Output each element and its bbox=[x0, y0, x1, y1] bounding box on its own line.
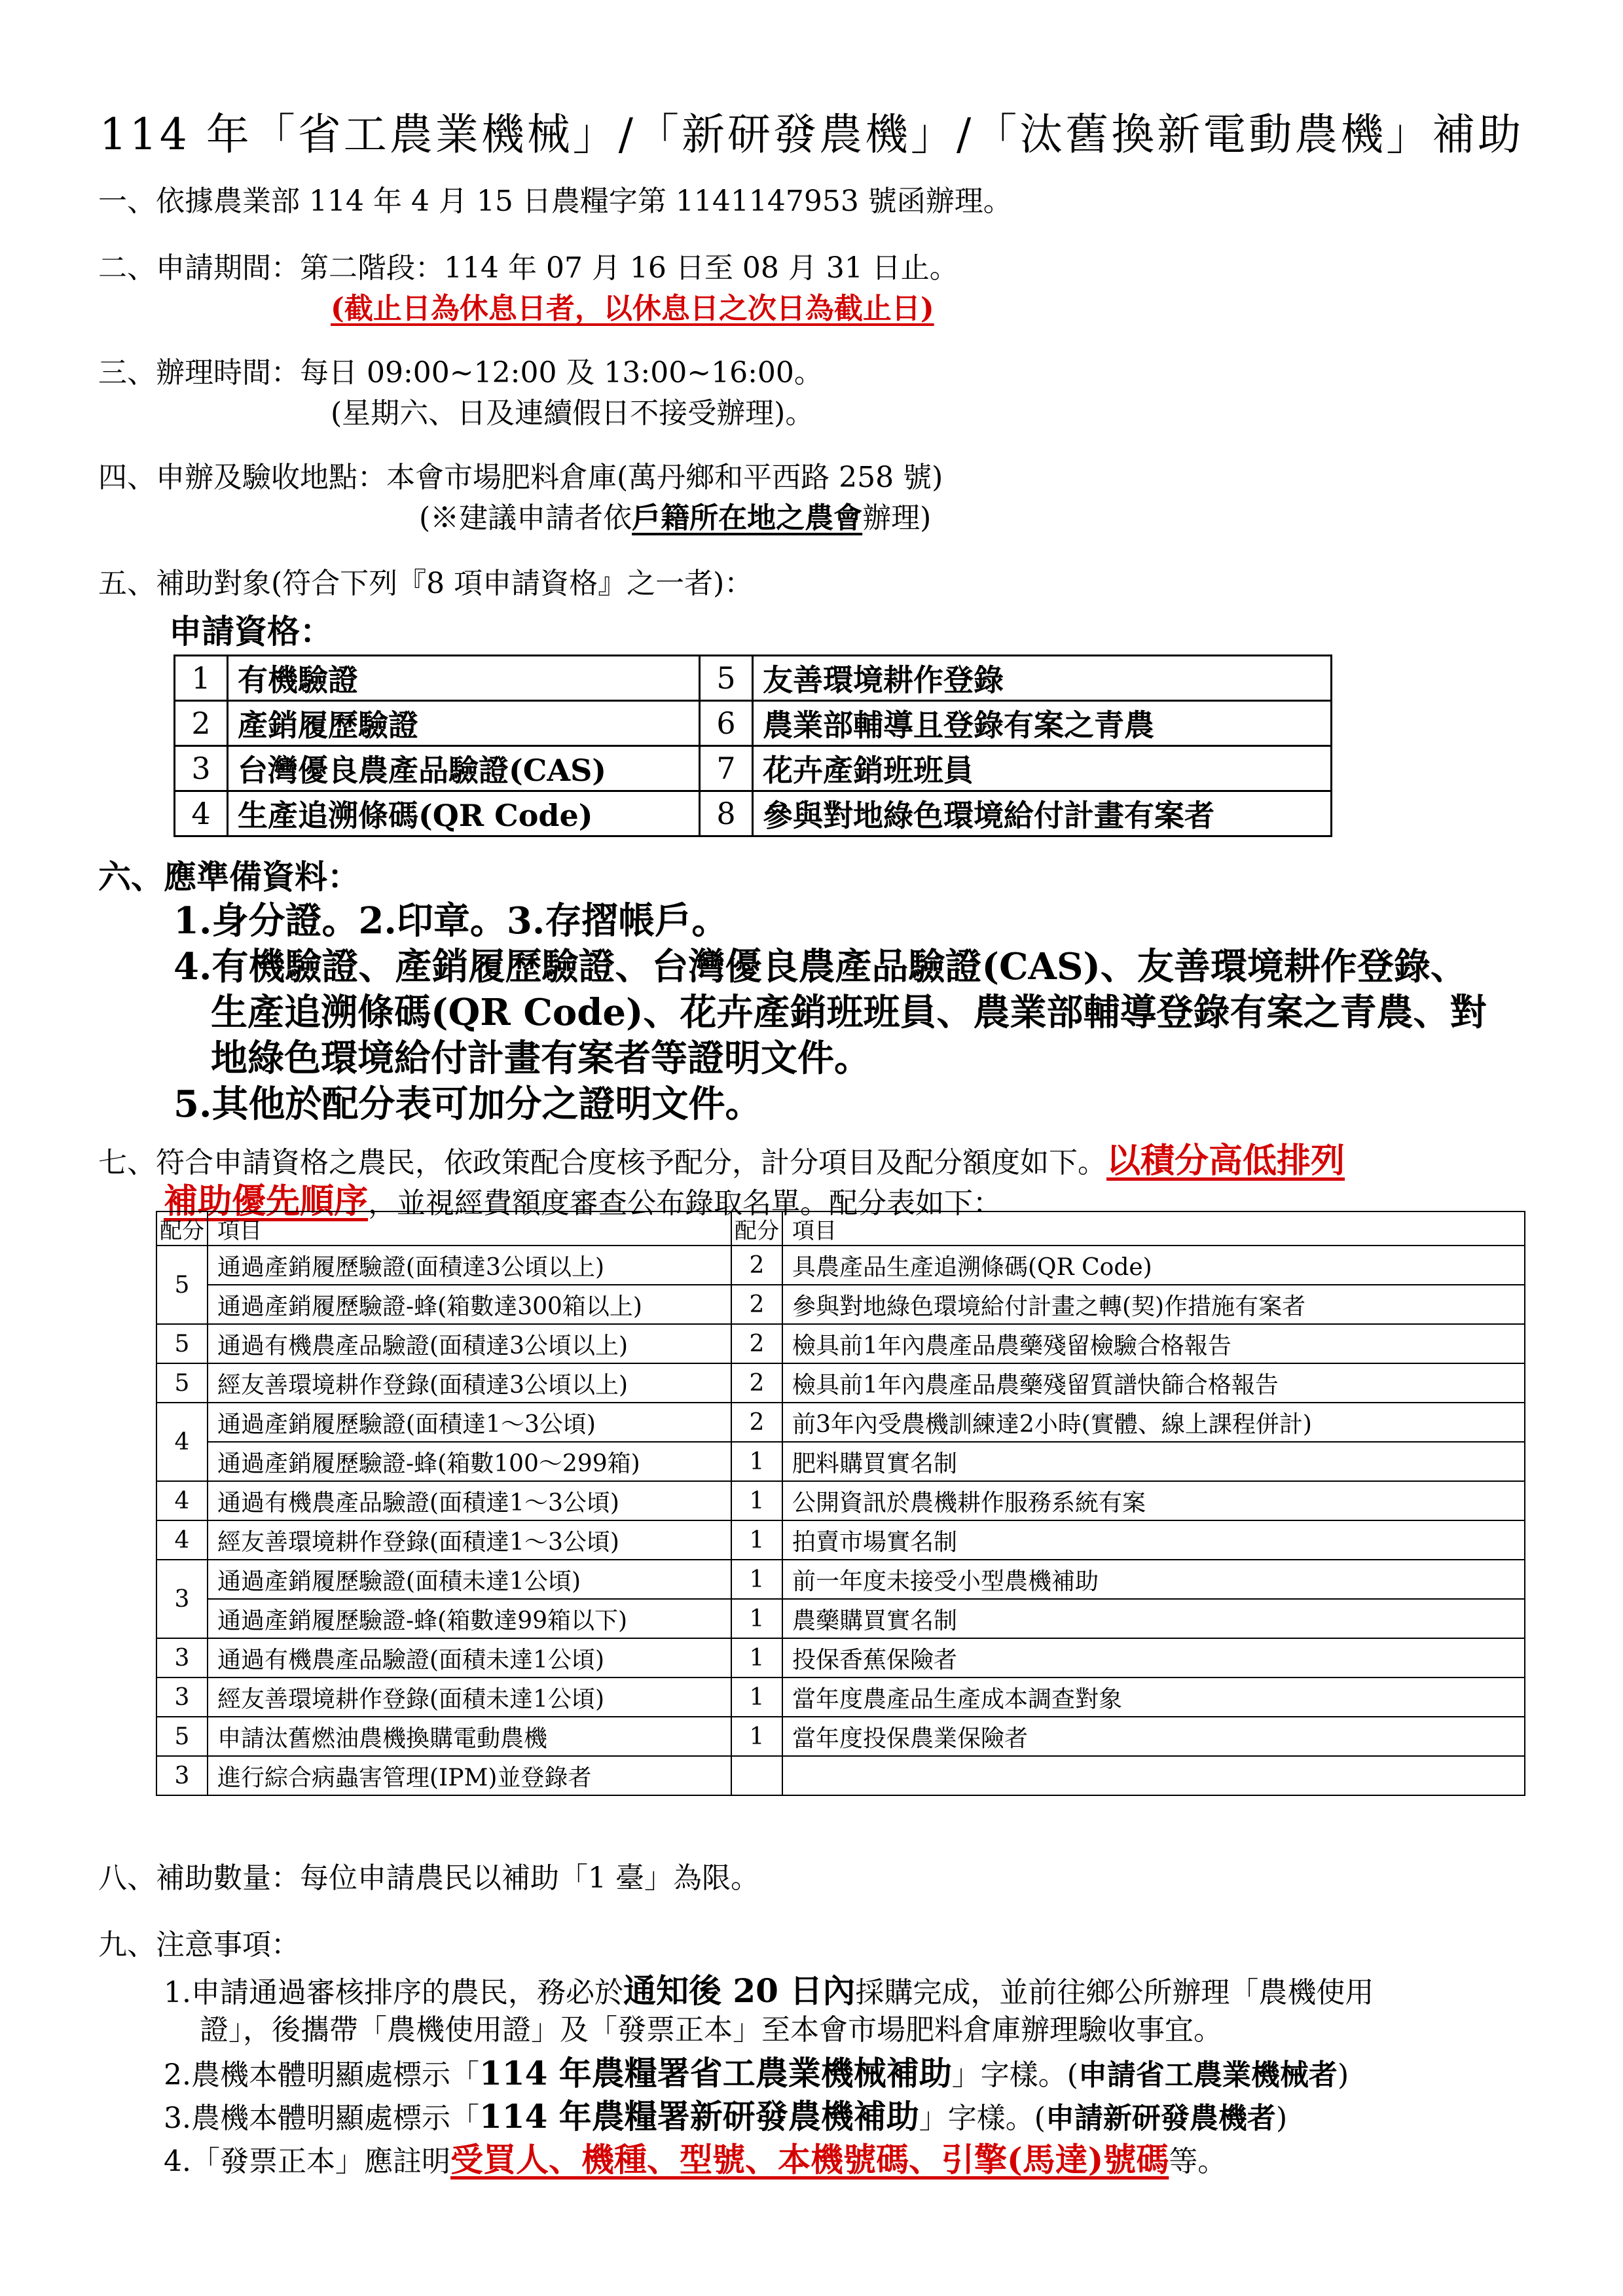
qualification-table bbox=[173, 655, 1332, 837]
qual-item: 有機驗證 bbox=[228, 656, 700, 701]
item-cell: 通過產銷履歷驗證(面積達1～3公頃) bbox=[208, 1403, 731, 1442]
score-cell: 3 bbox=[156, 1638, 208, 1677]
qual-num: 1 bbox=[175, 656, 228, 701]
table-row bbox=[156, 1638, 1525, 1677]
score-cell: 3 bbox=[156, 1756, 208, 1795]
qualification-heading: 申請資格： bbox=[169, 612, 333, 651]
section-4-note-a: (※建議申請者依 bbox=[419, 501, 632, 535]
table-row bbox=[156, 1677, 1525, 1717]
score-cell: 5 bbox=[156, 1324, 208, 1363]
score-cell: 2 bbox=[731, 1403, 782, 1442]
item-cell: 通過產銷履歷驗證-蜂(箱數達300箱以上) bbox=[208, 1285, 731, 1324]
score-cell: 4 bbox=[156, 1520, 208, 1560]
note-3-d: 申請新研發農機者 bbox=[1045, 2102, 1276, 2135]
section-6-line: 4.有機驗證、產銷履歷驗證、台灣優良農產品驗證(CAS)、友善環境耕作登錄、 bbox=[173, 945, 1467, 988]
section-5: 五、補助對象(符合下列『8 項申請資格』之一者)： bbox=[98, 567, 754, 600]
item-cell: 通過有機農產品驗證(面積達3公頃以上) bbox=[208, 1324, 731, 1363]
score-cell: 2 bbox=[731, 1285, 782, 1324]
section-6-line: 5.其他於配分表可加分之證明文件。 bbox=[173, 1083, 762, 1126]
item-cell: 通過有機農產品驗證(面積未達1公頃) bbox=[208, 1638, 731, 1677]
note-2-e: ) bbox=[1337, 2058, 1349, 2092]
note-4-c: 等。 bbox=[1169, 2145, 1227, 2178]
qual-num: 4 bbox=[175, 791, 228, 836]
score-cell: 3 bbox=[156, 1677, 208, 1717]
item-cell: 投保香蕉保險者 bbox=[782, 1638, 1525, 1677]
table-row bbox=[156, 1246, 1525, 1285]
note-4-b: 受買人、機種、型號、本機號碼、引擎(馬達)號碼 bbox=[450, 2140, 1169, 2179]
note-1-cont: 證」，後攜帶「農機使用證」及「發票正本」至本會市場肥料倉庫辦理驗收事宜。 bbox=[200, 2013, 1222, 2047]
qual-num: 7 bbox=[700, 746, 753, 791]
note-3-c: 」字樣。( bbox=[919, 2102, 1046, 2135]
table-row bbox=[156, 1560, 1525, 1599]
table-row bbox=[156, 1756, 1525, 1795]
table-row bbox=[156, 1717, 1525, 1756]
table-row bbox=[156, 1520, 1525, 1560]
score-cell: 1 bbox=[731, 1560, 782, 1599]
item-cell: 通過有機農產品驗證(面積達1～3公頃) bbox=[208, 1481, 731, 1520]
section-7-text: ，並視經費額度審查公布錄取名單。配分表如下： bbox=[368, 1187, 1002, 1220]
score-cell: 4 bbox=[156, 1403, 208, 1481]
item-cell: 經友善環境耕作登錄(面積達1～3公頃) bbox=[208, 1520, 731, 1560]
item-cell: 具農產品生產追溯條碼(QR Code) bbox=[782, 1246, 1525, 1285]
header-item: 項目 bbox=[208, 1211, 731, 1246]
item-cell: 參與對地綠色環境給付計畫之轉(契)作措施有案者 bbox=[782, 1285, 1525, 1324]
qual-num: 6 bbox=[700, 701, 753, 746]
section-2: 二、申請期間：第二階段：114 年 07 月 16 日至 08 月 31 日止。 bbox=[98, 251, 958, 285]
qual-num: 8 bbox=[700, 791, 753, 836]
empty-cell bbox=[782, 1756, 1525, 1795]
note-2-b: 114 年農糧署省工農業機械補助 bbox=[479, 2054, 952, 2092]
score-cell: 1 bbox=[731, 1677, 782, 1717]
qual-item: 參與對地綠色環境給付計畫有案者 bbox=[753, 791, 1332, 836]
qual-num: 2 bbox=[175, 701, 228, 746]
item-cell: 通過產銷履歷驗證-蜂(箱數100～299箱) bbox=[208, 1442, 731, 1481]
score-cell: 4 bbox=[156, 1481, 208, 1520]
section-7-line1 bbox=[98, 1141, 1345, 1183]
qual-item: 台灣優良農產品驗證(CAS) bbox=[228, 746, 700, 791]
table-header-row bbox=[156, 1211, 1525, 1246]
table-row bbox=[156, 1481, 1525, 1520]
item-cell: 進行綜合病蟲害管理(IPM)並登錄者 bbox=[208, 1756, 731, 1795]
section-4-note bbox=[419, 499, 931, 538]
score-cell: 1 bbox=[731, 1638, 782, 1677]
note-2-d: 申請省工農業機械者 bbox=[1078, 2058, 1338, 2092]
table-row bbox=[175, 656, 1332, 701]
note-4-a: 4.「發票正本」應註明 bbox=[164, 2145, 450, 2178]
section-6-line: 1.身分證。2.印章。3.存摺帳戶。 bbox=[173, 899, 729, 942]
section-3: 三、辦理時間：每日 09:00~12:00 及 13:00~16:00。 bbox=[98, 356, 823, 389]
note-1-b: 通知後 20 日內 bbox=[623, 1971, 856, 2010]
qual-num: 3 bbox=[175, 746, 228, 791]
note-4 bbox=[164, 2140, 1226, 2181]
note-3-e: ) bbox=[1275, 2102, 1288, 2135]
item-cell: 當年度投保農業保險者 bbox=[782, 1717, 1525, 1756]
section-7-emphasis: 以積分高低排列 bbox=[1106, 1141, 1345, 1181]
empty-cell bbox=[731, 1756, 782, 1795]
score-cell: 3 bbox=[156, 1560, 208, 1638]
table-row bbox=[156, 1285, 1525, 1324]
table-row bbox=[156, 1363, 1525, 1403]
note-1-c: 採購完成，並前往鄉公所辦理「農機使用 bbox=[855, 1976, 1374, 2009]
item-cell: 公開資訊於農機耕作服務系統有案 bbox=[782, 1481, 1525, 1520]
qual-item: 生產追溯條碼(QR Code) bbox=[228, 791, 700, 836]
item-cell: 拍賣市場實名制 bbox=[782, 1520, 1525, 1560]
qual-num: 5 bbox=[700, 656, 753, 701]
item-cell: 經友善環境耕作登錄(面積未達1公頃) bbox=[208, 1677, 731, 1717]
note-3-a: 3.農機本體明顯處標示「 bbox=[164, 2102, 479, 2135]
item-cell: 申請汰舊燃油農機換購電動農機 bbox=[208, 1717, 731, 1756]
note-1-a: 1.申請通過審核排序的農民，務必於 bbox=[164, 1976, 623, 2009]
table-row bbox=[156, 1324, 1525, 1363]
qual-item: 產銷履歷驗證 bbox=[228, 701, 700, 746]
section-4: 四、申辦及驗收地點：本會市場肥料倉庫(萬丹鄉和平西路 258 號) bbox=[98, 461, 943, 494]
item-cell: 通過產銷履歷驗證(面積達3公頃以上) bbox=[208, 1246, 731, 1285]
score-cell: 2 bbox=[731, 1246, 782, 1285]
item-cell: 當年度農產品生產成本調查對象 bbox=[782, 1677, 1525, 1717]
section-9-heading: 九、注意事項： bbox=[98, 1928, 300, 1962]
item-cell: 前一年度未接受小型農機補助 bbox=[782, 1560, 1525, 1599]
score-cell: 2 bbox=[731, 1324, 782, 1363]
table-row bbox=[156, 1599, 1525, 1638]
section-4-note-c: 辦理) bbox=[862, 501, 932, 535]
score-cell: 5 bbox=[156, 1246, 208, 1324]
score-cell: 5 bbox=[156, 1363, 208, 1403]
section-2-note: (截止日為休息日者，以休息日之次日為截止日) bbox=[331, 292, 934, 325]
table-row bbox=[175, 791, 1332, 836]
score-cell: 5 bbox=[156, 1717, 208, 1756]
item-cell: 通過產銷履歷驗證(面積未達1公頃) bbox=[208, 1560, 731, 1599]
note-1 bbox=[164, 1971, 1374, 2013]
item-cell: 農藥購買實名制 bbox=[782, 1599, 1525, 1638]
item-cell: 檢具前1年內農產品農藥殘留質譜快篩合格報告 bbox=[782, 1363, 1525, 1403]
item-cell: 肥料購買實名制 bbox=[782, 1442, 1525, 1481]
item-cell: 檢具前1年內農產品農藥殘留檢驗合格報告 bbox=[782, 1324, 1525, 1363]
score-cell: 1 bbox=[731, 1717, 782, 1756]
section-6-heading: 六、應準備資料： bbox=[98, 857, 360, 896]
page-title: 114 年「省工農業機械」/「新研發農機」/「汰舊換新電動農機」補助 bbox=[99, 109, 1524, 160]
section-4-note-b: 戶籍所在地之農會 bbox=[632, 501, 863, 535]
table-row bbox=[175, 746, 1332, 791]
qual-item: 農業部輔導且登錄有案之青農 bbox=[753, 701, 1332, 746]
table-row bbox=[156, 1442, 1525, 1481]
item-cell: 經友善環境耕作登錄(面積達3公頃以上) bbox=[208, 1363, 731, 1403]
note-2-a: 2.農機本體明顯處標示「 bbox=[164, 2058, 479, 2092]
table-row bbox=[156, 1403, 1525, 1442]
note-2 bbox=[164, 2054, 1349, 2095]
note-2-c: 」字樣。( bbox=[951, 2058, 1078, 2092]
item-cell: 前3年內受農機訓練達2小時(實體、線上課程併計) bbox=[782, 1403, 1525, 1442]
score-cell: 1 bbox=[731, 1442, 782, 1481]
section-6-line: 地綠色環境給付計畫有案者等證明文件。 bbox=[211, 1037, 871, 1080]
score-table bbox=[156, 1211, 1525, 1796]
qual-item: 花卉產銷班班員 bbox=[753, 746, 1332, 791]
section-1: 一、依據農業部 114 年 4 月 15 日農糧字第 1141147953 號函辦理。 bbox=[98, 185, 1012, 218]
score-cell: 1 bbox=[731, 1599, 782, 1638]
qual-item: 友善環境耕作登錄 bbox=[753, 656, 1332, 701]
section-6-line: 生產追溯條碼(QR Code)、花卉產銷班班員、農業部輔導登錄有案之青農、對 bbox=[211, 991, 1487, 1034]
note-3 bbox=[164, 2097, 1287, 2138]
section-7-emphasis: 補助優先順序 bbox=[164, 1181, 369, 1221]
header-score: 配分 bbox=[731, 1211, 782, 1246]
header-item: 項目 bbox=[782, 1211, 1525, 1246]
section-8: 八、補助數量：每位申請農民以補助「1 臺」為限。 bbox=[98, 1861, 759, 1895]
score-cell: 2 bbox=[731, 1363, 782, 1403]
score-cell: 1 bbox=[731, 1481, 782, 1520]
section-7-text: 七、符合申請資格之農民，依政策配合度核予配分，計分項目及配分額度如下。 bbox=[98, 1146, 1106, 1179]
header-score: 配分 bbox=[156, 1211, 208, 1246]
score-cell: 1 bbox=[731, 1520, 782, 1560]
section-3-note: (星期六、日及連續假日不接受辦理)。 bbox=[331, 397, 814, 430]
table-row bbox=[175, 701, 1332, 746]
note-3-b: 114 年農糧署新研發農機補助 bbox=[479, 2097, 919, 2136]
item-cell: 通過產銷履歷驗證-蜂(箱數達99箱以下) bbox=[208, 1599, 731, 1638]
